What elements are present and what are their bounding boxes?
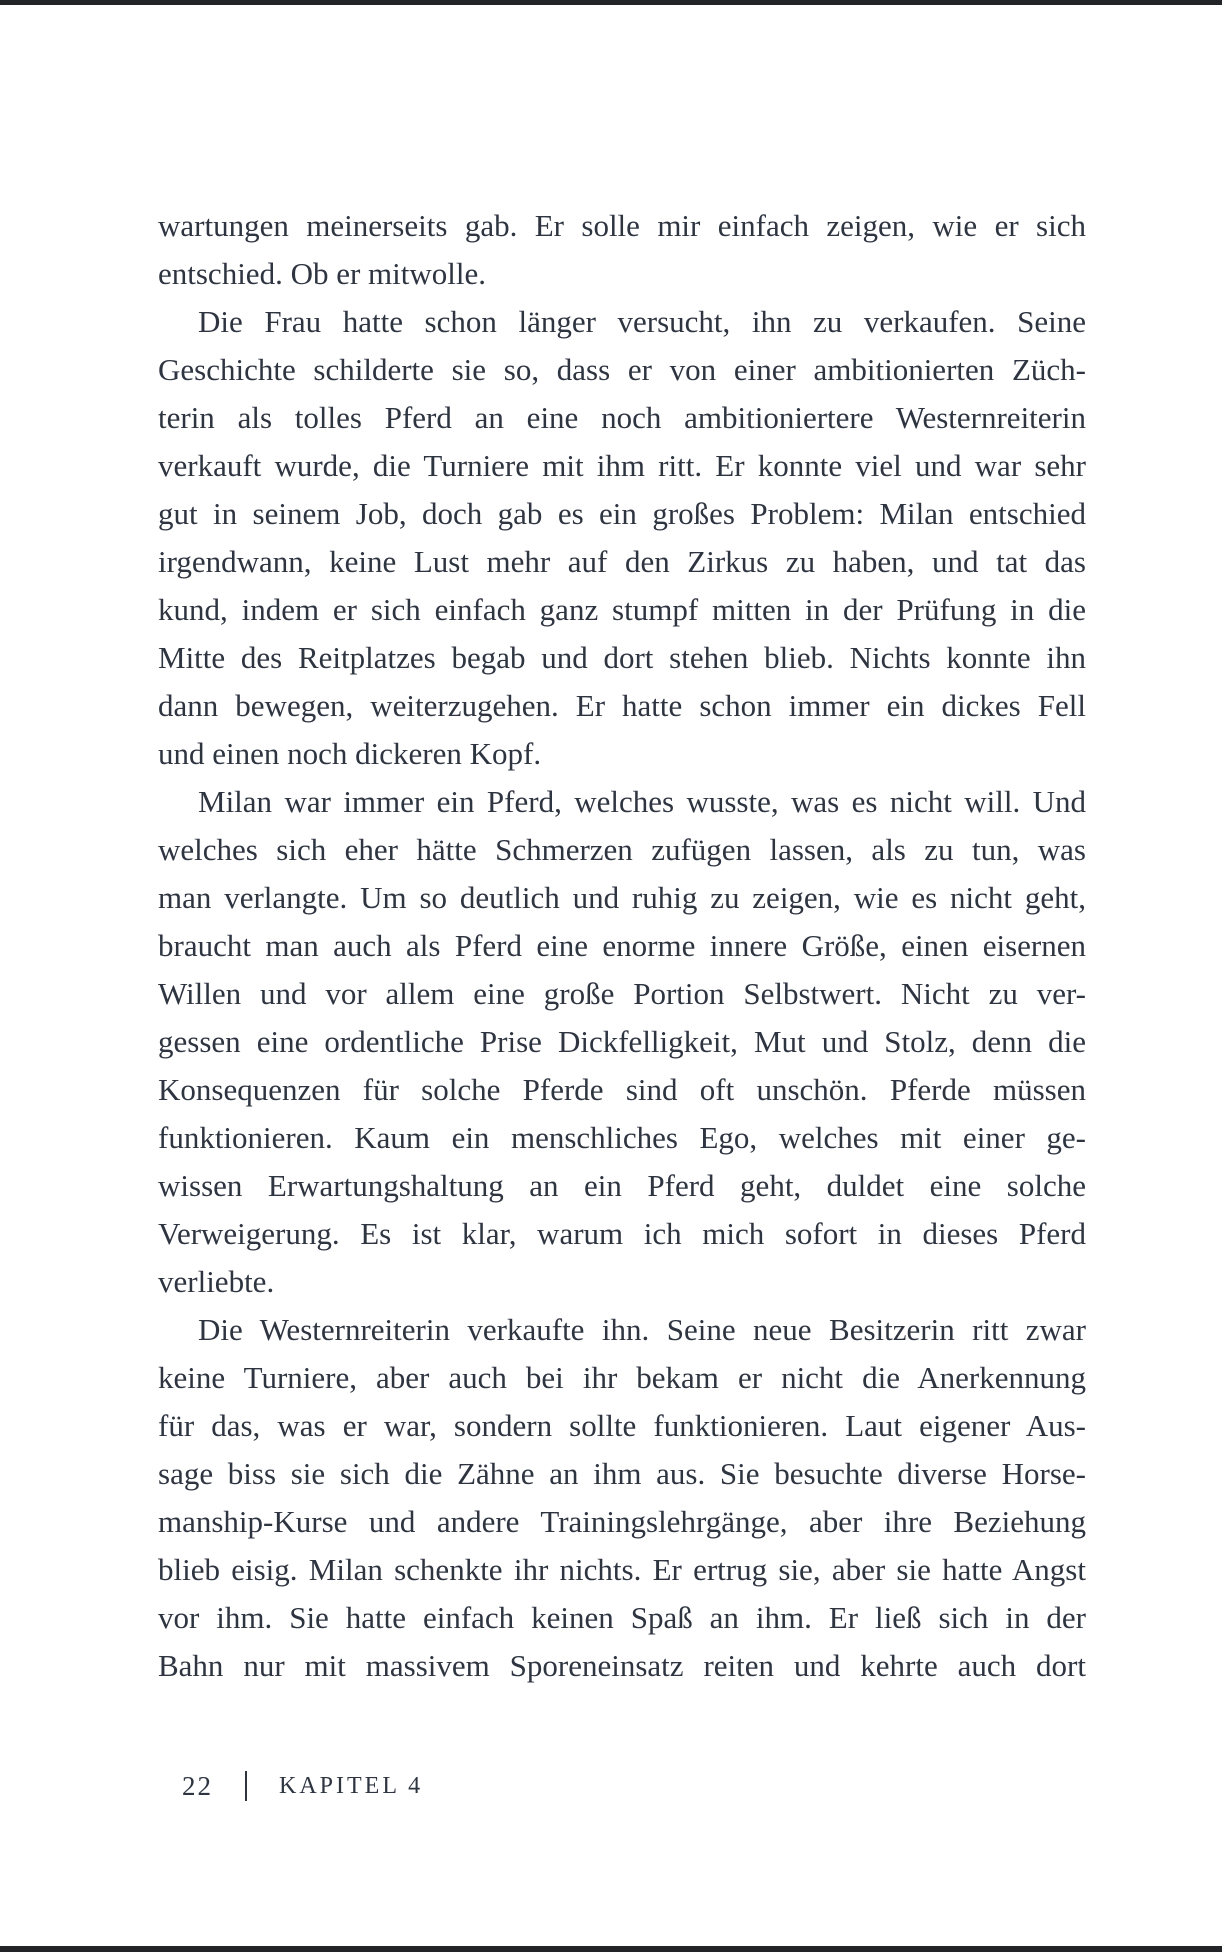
text-line-30: vor ihm. Sie hatte einfach keinen Spaß an ihm. Er ließ sich in der (158, 1600, 1086, 1635)
page-text-body (158, 202, 1086, 1690)
text-line-11: dann bewegen, weiterzugehen. Er hatte schon immer ein dickes Fell (158, 688, 1086, 723)
text-line-6: verkauft wurde, die Turniere mit ihm ritt. Er konnte viel und war sehr (158, 448, 1086, 483)
text-line-7: gut in seinem Job, doch gab es ein großes Problem: Milan entschied (158, 496, 1086, 531)
text-line-31: Bahn nur mit massivem Sporeneinsatz reiten und kehrte auch dort (158, 1648, 1086, 1683)
text-line-23: verliebte. (158, 1264, 275, 1299)
chapter-label: KAPITEL 4 (279, 1772, 424, 1799)
text-line-2: entschied. Ob er mitwolle. (158, 256, 486, 291)
text-line-28: manship-Kurse und andere Trainingslehrgänge, aber ihre Beziehung (158, 1504, 1086, 1539)
text-line-25: keine Turniere, aber auch bei ihr bekam er nicht die Anerkennung (158, 1360, 1086, 1395)
text-line-29: blieb eisig. Milan schenkte ihr nichts. Er ertrug sie, aber sie hatte Angst (158, 1552, 1086, 1587)
page-footer (182, 1768, 423, 1804)
text-line-13: Milan war immer ein Pferd, welches wusste, was es nicht will. Und (198, 784, 1086, 819)
text-line-14: welches sich eher hätte Schmerzen zufügen lassen, als zu tun, was (158, 832, 1086, 867)
text-line-9: kund, indem er sich einfach ganz stumpf mitten in der Prüfung in die (158, 592, 1086, 627)
text-line-22: Verweigerung. Es ist klar, warum ich mich sofort in dieses Pferd (158, 1216, 1086, 1251)
text-line-27: sage biss sie sich die Zähne an ihm aus. Sie besuchte diverse Horse- (158, 1456, 1086, 1491)
text-line-15: man verlangte. Um so deutlich und ruhig zu zeigen, wie es nicht geht, (158, 880, 1086, 915)
text-line-26: für das, was er war, sondern sollte funktionieren. Laut eigener Aus- (158, 1408, 1086, 1443)
text-line-12: und einen noch dickeren Kopf. (158, 736, 542, 771)
page-number: 22 (182, 1770, 213, 1801)
text-line-21: wissen Erwartungshaltung an ein Pferd geht, duldet eine solche (158, 1168, 1086, 1203)
screen-edge-bottom-bar (0, 1946, 1222, 1952)
text-line-4: Geschichte schilderte sie so, dass er von einer ambitionierten Züch- (158, 352, 1086, 387)
text-line-20: funktionieren. Kaum ein menschliches Ego, welches mit einer ge- (158, 1120, 1086, 1155)
text-line-10: Mitte des Reitplatzes begab und dort stehen blieb. Nichts konnte ihn (158, 640, 1086, 675)
text-line-8: irgendwann, keine Lust mehr auf den Zirkus zu haben, und tat das (158, 544, 1086, 579)
screen-edge-top-bar (0, 0, 1222, 5)
text-line-1: wartungen meinerseits gab. Er solle mir einfach zeigen, wie er sich (158, 208, 1086, 243)
text-line-17: Willen und vor allem eine große Portion Selbstwert. Nicht zu ver- (158, 976, 1086, 1011)
text-line-19: Konsequenzen für solche Pferde sind oft unschön. Pferde müssen (158, 1072, 1086, 1107)
text-line-3: Die Frau hatte schon länger versucht, ihn zu verkaufen. Seine (198, 304, 1086, 339)
text-line-24: Die Westernreiterin verkaufte ihn. Seine neue Besitzerin ritt zwar (198, 1312, 1086, 1347)
footer-divider (245, 1771, 247, 1801)
text-line-5: terin als tolles Pferd an eine noch ambitioniertere Westernreiterin (158, 400, 1086, 435)
text-line-16: braucht man auch als Pferd eine enorme innere Größe, einen eisernen (158, 928, 1086, 963)
text-line-18: gessen eine ordentliche Prise Dickfelligkeit, Mut und Stolz, denn die (158, 1024, 1086, 1059)
